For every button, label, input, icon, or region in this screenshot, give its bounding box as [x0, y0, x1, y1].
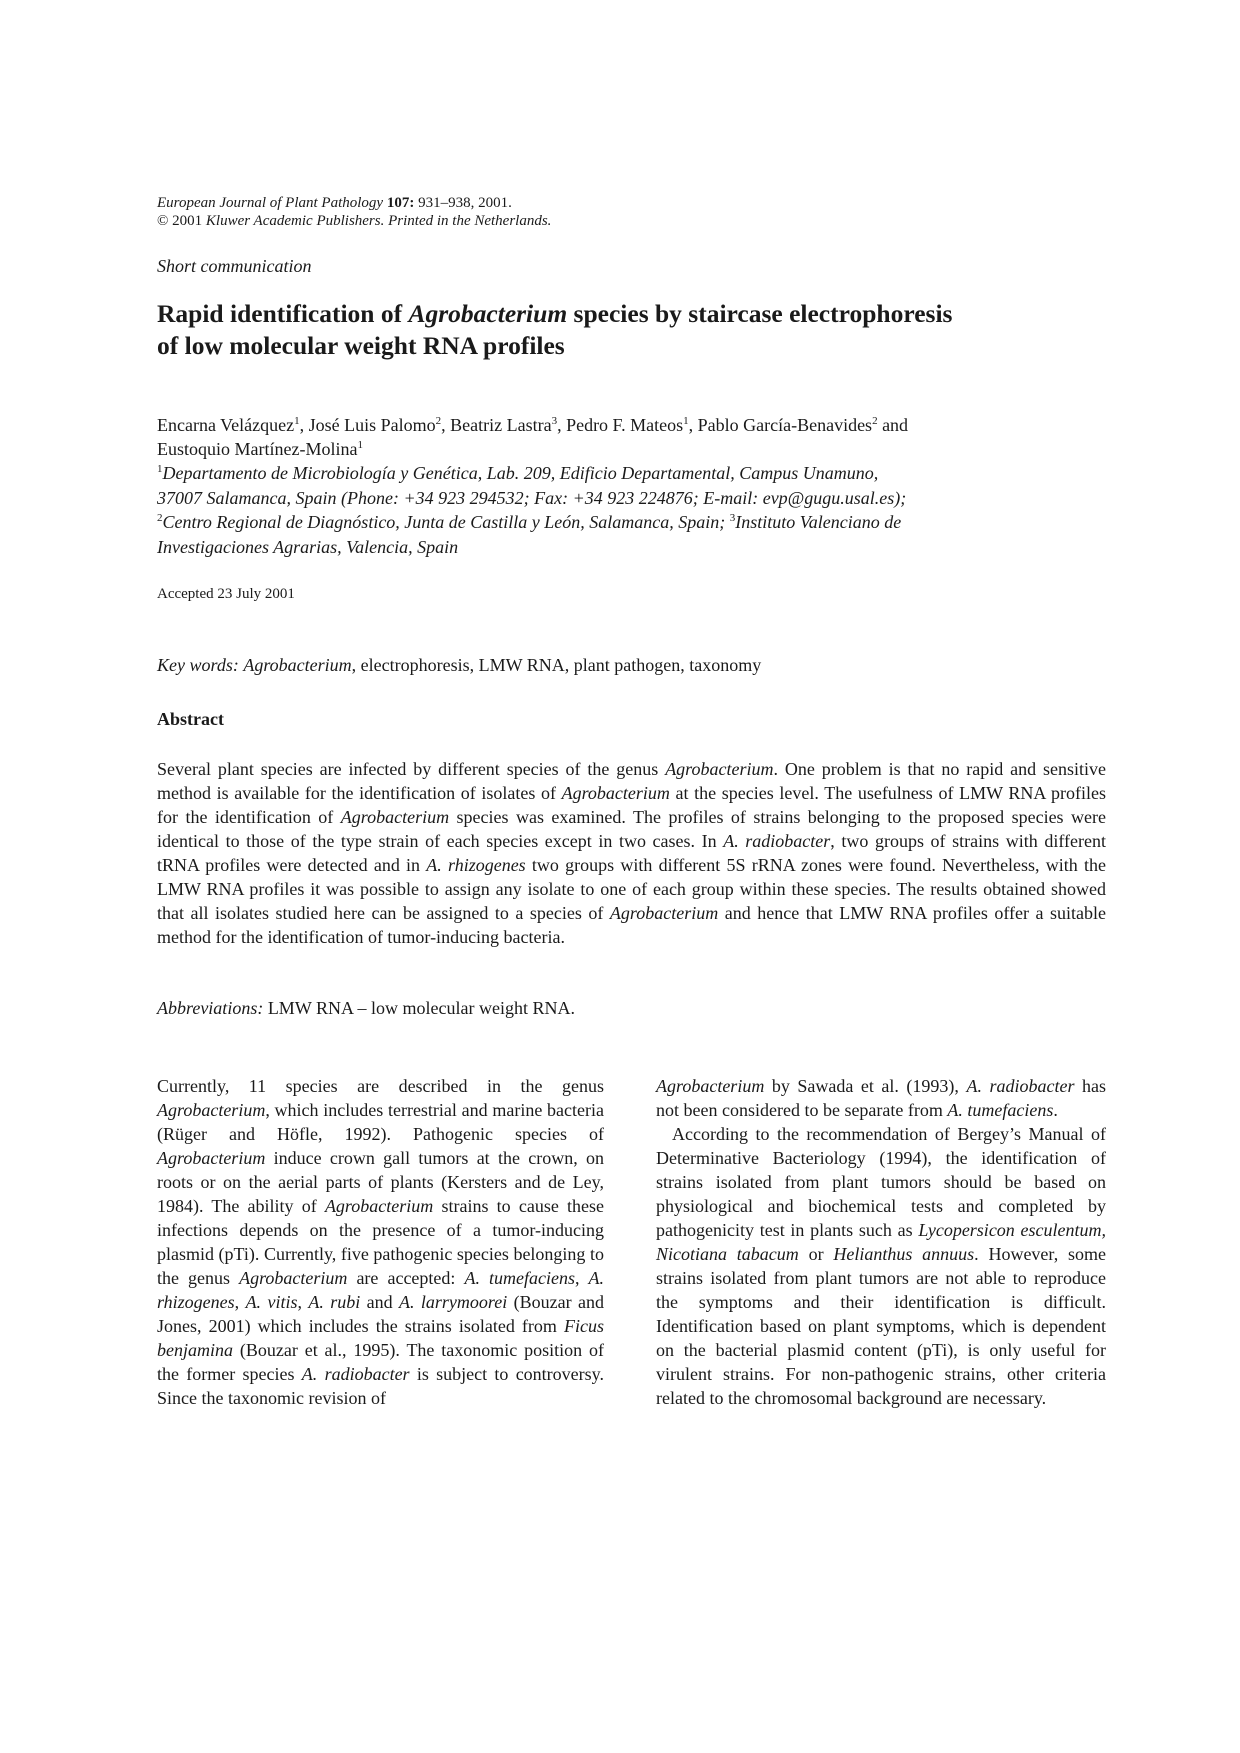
- abstract-italic: Agrobacterium: [561, 783, 670, 803]
- abstract-heading: Abstract: [157, 709, 224, 729]
- keywords-label: Key words:: [157, 655, 239, 675]
- abstract-segment: two groups with different 5S rRNA zones were found. Nevertheless, with the LMW RNA profiles it was possible to assign any isolate to one of each group within these species. The results obtained showed that all isolates studied here can be assigned to a species of: [157, 855, 1107, 923]
- abstract-italic: A. radiobacter: [723, 831, 831, 851]
- abbreviations-text: LMW RNA – low molecular weight RNA.: [263, 998, 575, 1018]
- paper-title: [157, 298, 1077, 362]
- body-segment: by Sawada et al. (1993),: [764, 1076, 967, 1096]
- body-segment: Currently, 11 species are described in the genus: [157, 1076, 604, 1096]
- affiliations: [157, 461, 1097, 559]
- body-column-left: [157, 1074, 604, 1410]
- abstract-segment: at the species level. The usefulness of LMW RNA profiles for the identification of: [157, 783, 1106, 827]
- body-italic: Agrobacterium: [239, 1268, 348, 1288]
- title-part2: species by staircase electrophoresis: [567, 299, 953, 328]
- body-segment: strains to cause these infections depends on the presence of a tumor-inducing plasmid (pTi). Currently, five pathogenic species belonging to the genus: [157, 1196, 605, 1288]
- body-segment: induce crown gall tumors at the crown, on roots or on the aerial parts of plants (Kersters and de Ley, 1984). The ability of: [157, 1148, 604, 1216]
- abbreviations-label: Abbreviations:: [157, 998, 264, 1018]
- journal-name: European Journal of Plant Pathology: [157, 195, 384, 211]
- author-separator: ,: [299, 415, 309, 435]
- author-affil-mark: 2: [872, 415, 878, 427]
- body-segment: .: [1053, 1100, 1058, 1120]
- abstract-italic: A. rhizogenes: [426, 855, 526, 875]
- author-name: José Luis Palomo: [308, 415, 436, 435]
- body-italic: A. radiobacter: [966, 1076, 1075, 1096]
- body-italic: A. larrymoorei: [399, 1292, 508, 1312]
- author-separator: ,: [557, 415, 567, 435]
- abstract-italic: Agrobacterium: [340, 807, 450, 827]
- body-italic: A. radiobacter: [301, 1364, 410, 1384]
- body-italic: A. vitis: [245, 1292, 298, 1312]
- body-segment: has not been considered to be separate from: [656, 1076, 1106, 1120]
- journal-line: [157, 194, 857, 212]
- body-italic: A. rhizogenes: [157, 1268, 605, 1312]
- affiliation-1-line1: Departamento de Microbiología y Genética, Lab. 209, Edificio Departamental, Campus Unamuno,: [162, 463, 879, 483]
- body-italic: Agrobacterium: [656, 1076, 765, 1096]
- keywords-genus: Agrobacterium: [243, 655, 352, 675]
- abstract-segment: . One problem is that no rapid and sensitive method is available for the identification of isolates of: [157, 759, 1107, 803]
- abstract-italic: Agrobacterium: [665, 759, 774, 779]
- body-italic: Helianthus annuus: [833, 1244, 975, 1264]
- affil-mark: 2: [157, 512, 163, 524]
- keywords-rest: , electrophoresis, LMW RNA, plant pathogen, taxonomy: [351, 655, 762, 675]
- body-paragraph: [656, 1122, 1106, 1410]
- body-segment: ,: [234, 1292, 246, 1312]
- author-name: Pedro F. Mateos: [566, 415, 684, 435]
- author-separator: ,: [688, 415, 698, 435]
- journal-citation: [157, 194, 857, 230]
- author-list: [157, 413, 1097, 461]
- body-segment: and: [360, 1292, 400, 1312]
- author-affil-mark: 1: [683, 415, 689, 427]
- body-italic: Agrobacterium: [157, 1148, 266, 1168]
- author-separator: and: [877, 415, 909, 435]
- affiliation-1-line2: 37007 Salamanca, Spain (Phone: +34 923 294532; Fax: +34 923 224876; E-mail: evp@gugu.usal.es);: [157, 487, 907, 508]
- body-segment: are accepted:: [347, 1268, 465, 1288]
- author-affil-mark: 3: [551, 415, 558, 427]
- abstract-segment: , two groups of strains with different tRNA profiles were detected and in: [157, 831, 1106, 875]
- body-italic: A. tumefaciens: [947, 1100, 1054, 1120]
- abstract-segment: and hence that LMW RNA profiles offer a suitable method for the identification of tumor-inducing bacteria.: [157, 903, 1106, 947]
- body-segment: (Bouzar et al., 1995). The taxonomic position of the former species: [157, 1340, 604, 1384]
- body-italic: Ficus benjamina: [157, 1316, 604, 1360]
- body-segment: is subject to controversy. Since the taxonomic revision of: [157, 1364, 604, 1408]
- body-italic: Agrobacterium: [157, 1100, 266, 1120]
- section-type: Short communication: [157, 256, 312, 276]
- affiliation-3-line1: Instituto Valenciano de: [735, 512, 902, 532]
- body-segment: According to the recommendation of Bergey’s Manual of Determinative Bacteriology (1994), the identification of strains isolated from plant tumors should be based on physiological and biochemical tests and completed by pathogenicity test in plants such as: [656, 1124, 1106, 1240]
- abstract-segment: Several plant species are infected by different species of the genus: [157, 759, 666, 779]
- affil-mark: 1: [157, 463, 163, 475]
- body-italic: A. tumefaciens: [464, 1268, 575, 1288]
- body-segment: or: [798, 1244, 834, 1264]
- author-name: Pablo García-Benavides: [697, 415, 873, 435]
- journal-pages: 931–938, 2001.: [418, 195, 512, 211]
- body-segment: , which includes terrestrial and marine bacteria (Rüger and Höfle, 1992). Pathogenic species of: [157, 1100, 604, 1144]
- affiliation-3-line2: Investigaciones Agrarias, Valencia, Spain: [157, 536, 459, 557]
- body-paragraph: [157, 1074, 604, 1410]
- author-separator: ,: [441, 415, 451, 435]
- affiliation-2: Centro Regional de Diagnóstico, Junta de Castilla y León, Salamanca, Spain;: [162, 512, 730, 532]
- abbreviations: [157, 998, 575, 1019]
- author-affil-mark: 1: [294, 415, 300, 427]
- affil-mark: 3: [729, 512, 736, 524]
- body-segment: . However, some strains isolated from plant tumors are not able to reproduce the symptoms and their identification is difficult. Identification based on plant symptoms, which is dependent on the bacterial plasmid content (pTi), is only useful for virulent strains. For non-pathogenic strains, other criteria related to the chromosomal background are necessary.: [656, 1244, 1106, 1408]
- keywords: [157, 655, 1097, 676]
- author-name: Eustoquio Martínez-Molina: [157, 439, 358, 459]
- body-paragraph: [656, 1074, 1106, 1122]
- copyright-symbol: ©: [157, 213, 169, 229]
- body-italic: Lycopersicon esculentum, Nicotiana tabacum: [656, 1220, 1107, 1264]
- accepted-date: Accepted 23 July 2001: [157, 586, 295, 602]
- author-affil-mark: 2: [435, 415, 442, 427]
- author-name: Beatriz Lastra: [450, 415, 552, 435]
- title-part1: Rapid identification of: [157, 299, 409, 328]
- author-name: Encarna Velázquez: [157, 415, 295, 435]
- body-italic: Agrobacterium: [324, 1196, 434, 1216]
- copyright-line: [157, 212, 857, 230]
- abstract-text: [157, 757, 1106, 949]
- abstract-segment: species was examined. The profiles of strains belonging to the proposed species were identical to those of the type strain of each species except in two cases. In: [157, 807, 1106, 851]
- copyright-year: 2001: [172, 213, 203, 229]
- publisher: Kluwer Academic Publishers. Printed in the Netherlands.: [205, 213, 552, 229]
- abstract-italic: Agrobacterium: [609, 903, 719, 923]
- body-segment: ,: [574, 1268, 589, 1288]
- title-line2: of low molecular weight RNA profiles: [157, 331, 565, 360]
- body-segment: ,: [297, 1292, 309, 1312]
- body-segment: (Bouzar and Jones, 2001) which includes the strains isolated from: [157, 1292, 604, 1336]
- body-italic: A. rubi: [308, 1292, 361, 1312]
- journal-volume: 107:: [386, 195, 415, 211]
- author-affil-mark: 1: [357, 439, 363, 451]
- body-column-right: [656, 1074, 1106, 1410]
- title-genus: Agrobacterium: [408, 299, 568, 328]
